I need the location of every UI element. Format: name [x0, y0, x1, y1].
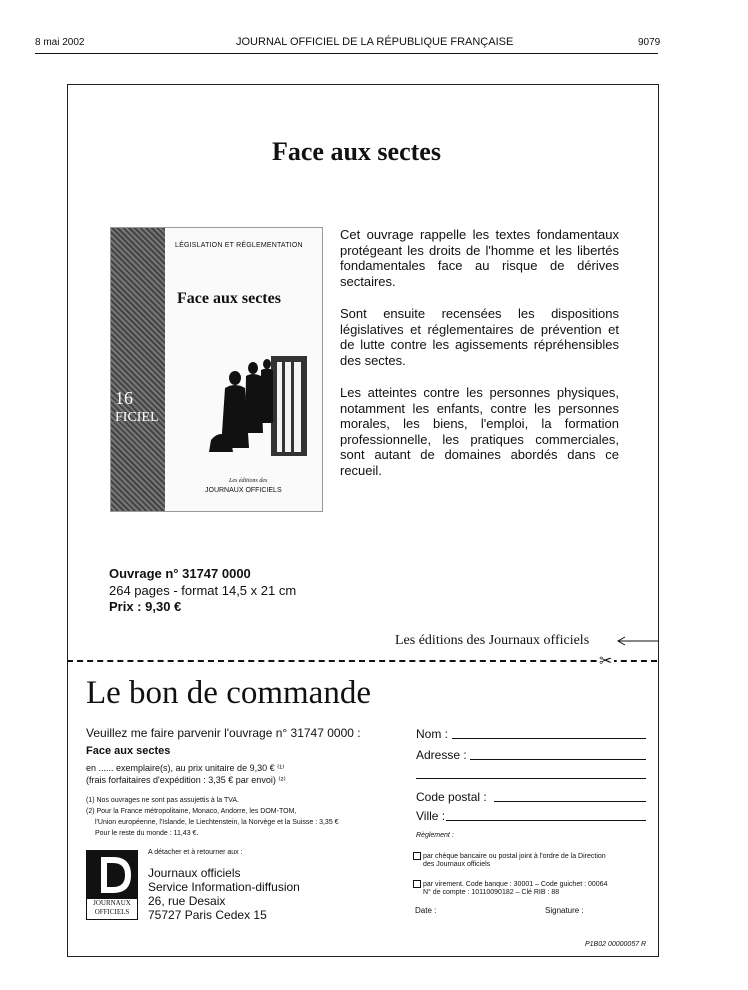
book-format: 264 pages - format 14,5 x 21 cm — [109, 583, 297, 598]
footnote-1: (1) Nos ouvrages ne sont pas assujettis à la TVA. — [86, 797, 240, 804]
cover-publisher-1: Les éditions des — [229, 478, 268, 484]
ouvrage-number: Ouvrage n° 31747 0000 — [109, 566, 251, 581]
spine-text-1: 16 — [115, 388, 133, 408]
virement-label: par virement. Code banque : 30001 – Code guichet : 00064 — [423, 880, 608, 888]
footnote-2c: Pour le reste du monde : 11,43 €. — [95, 830, 199, 837]
code-postal-label: Code postal : — [416, 790, 487, 804]
description-paragraph-2: Sont ensuite recensées les dispositions législatives et réglementaires de prévention et de lutte contre les agissements répréhensibles des sectes. — [340, 306, 619, 368]
scissors-icon: ✂ — [599, 653, 613, 670]
reglement-label: Règlement : — [416, 832, 454, 839]
logo-text-2: OFFICIELS — [94, 908, 130, 916]
order-book-title: Face aux sectes — [86, 745, 171, 757]
nom-field[interactable] — [452, 738, 646, 739]
cheque-label-2: des Journaux officiels — [423, 860, 491, 868]
quantity-line: en ...... exemplaire(s), au prix unitaire de 9,30 € ⁽¹⁾ — [86, 763, 285, 773]
editions-label: Les éditions des Journaux officiels — [395, 633, 590, 648]
logo-text-1: JOURNAUX — [93, 899, 131, 907]
payment-option-cheque[interactable] — [413, 852, 606, 869]
adresse-field-2[interactable] — [416, 778, 646, 779]
spine-text-2: FICIEL — [115, 410, 159, 425]
cover-series: LÉGISLATION ET RÉGLEMENTATION — [175, 242, 303, 249]
cheque-checkbox[interactable] — [413, 852, 421, 860]
page-number: 9079 — [638, 37, 661, 48]
address-line-4: 75727 Paris Cedex 15 — [148, 908, 267, 922]
address-line-2: Service Information-diffusion — [148, 880, 300, 894]
book-price: Prix : 9,30 € — [109, 599, 182, 614]
address-line-3: 26, rue Desaix — [148, 894, 226, 908]
reference-code: P1B02 00000057 R — [585, 941, 647, 948]
code-postal-field[interactable] — [494, 801, 646, 802]
cover-spine — [111, 228, 165, 511]
book-cover-image — [110, 227, 323, 512]
ville-field[interactable] — [446, 820, 646, 821]
logo-mark-icon — [87, 851, 137, 899]
ad-title: Face aux sectes — [272, 137, 441, 166]
description-paragraph-1: Cet ouvrage rappelle les textes fondamentaux protégeant les droits de l'homme et les libertés fondamentales face au risque de dérives sectaires. — [340, 227, 619, 289]
virement-checkbox[interactable] — [413, 880, 421, 888]
nom-label: Nom : — [416, 727, 449, 741]
header-date: 8 mai 2002 — [35, 37, 85, 48]
order-intro: Veuillez me faire parvenir l'ouvrage n° 31747 0000 : — [86, 726, 361, 740]
header-rule — [35, 53, 658, 54]
signature-label: Signature : — [545, 906, 584, 915]
date-label: Date : — [415, 906, 437, 915]
cover-title: Face aux sectes — [177, 290, 281, 307]
virement-label-2: N° de compte : 10110090182 – Clé RIB : 88 — [423, 888, 560, 896]
adresse-field[interactable] — [470, 759, 646, 760]
arrow-left-icon — [616, 636, 658, 646]
detach-instruction: A détacher et à retourner aux : — [148, 849, 243, 856]
journaux-officiels-logo — [86, 850, 138, 920]
address-line-1: Journaux officiels — [148, 866, 241, 880]
ville-label: Ville : — [416, 809, 446, 823]
shipping-line: (frais forfaitaires d'expédition : 3,35 € par envoi) ⁽²⁾ — [86, 775, 286, 785]
adresse-label: Adresse : — [416, 748, 467, 762]
cheque-label: par chèque bancaire ou postal joint à l'ordre de la Direction — [423, 852, 606, 860]
payment-option-virement[interactable] — [413, 880, 607, 897]
cover-silhouettes — [201, 348, 311, 458]
footnote-2b: l'Union européenne, l'Islande, le Liechtenstein, la Norvège et la Suisse : 3,35 € — [95, 819, 339, 826]
footnote-2a: (2) Pour la France métropolitaine, Monaco, Andorre, les DOM-TOM, — [86, 808, 297, 815]
description-paragraph-3: Les atteintes contre les personnes physiques, notamment les enfants, contre les personnes morales, les biens, l'emploi, la formation professionnelle, les pratiques commerciales, sont autant de domaines abordés dans ce recueil. — [340, 385, 619, 478]
cut-line[interactable] — [67, 660, 657, 662]
order-form-title: Le bon de commande — [86, 675, 371, 711]
journal-title: JOURNAL OFFICIEL DE LA RÉPUBLIQUE FRANÇAISE — [236, 36, 514, 48]
cover-publisher-2: JOURNAUX OFFICIELS — [205, 487, 282, 494]
